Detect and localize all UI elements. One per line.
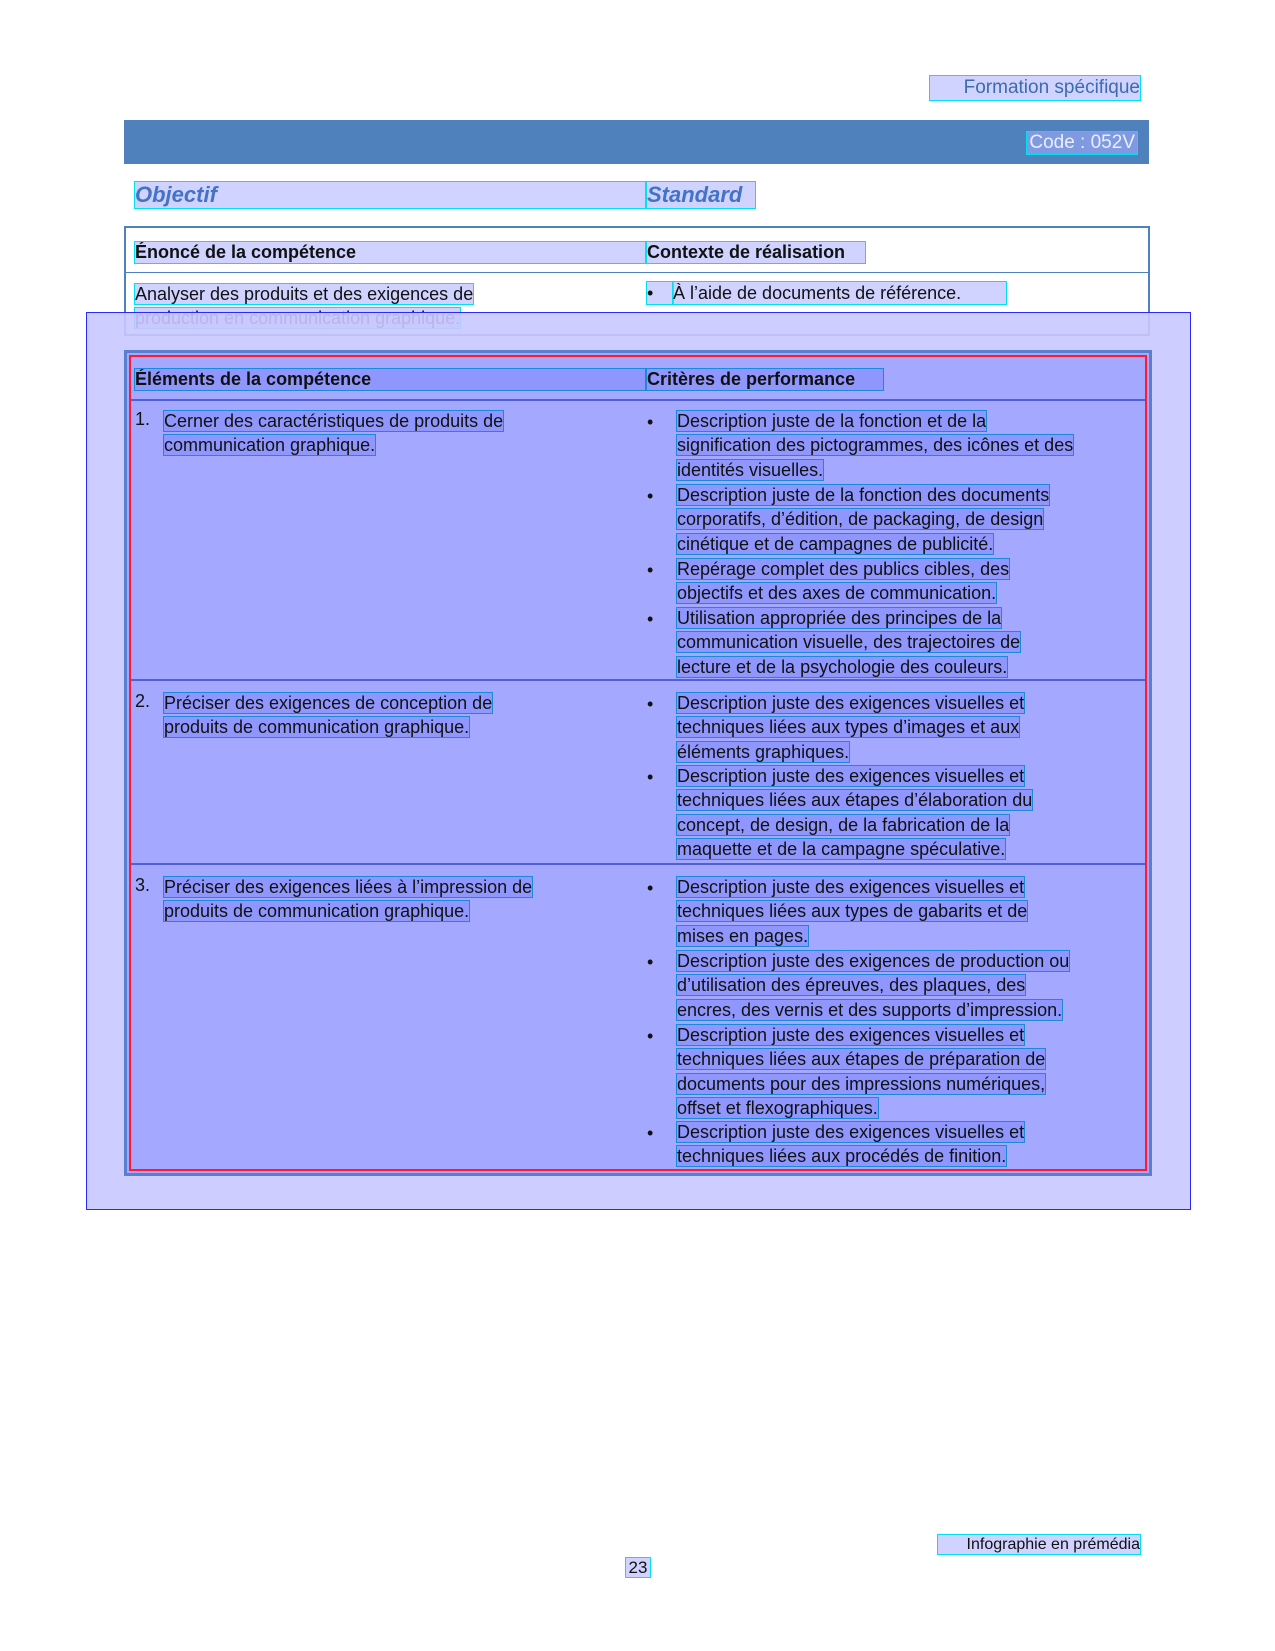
criterion-bullet: • bbox=[647, 609, 654, 629]
criterion: Description juste des exigences visuelles et techniques liées aux procédés de finition. bbox=[677, 1122, 1025, 1167]
element-number: 1. bbox=[135, 409, 151, 429]
criterion-bullet: • bbox=[647, 1026, 654, 1046]
element-text: Cerner des caractéristiques de produits de communication graphique. bbox=[164, 411, 504, 455]
objective-title: Objectif bbox=[135, 182, 645, 208]
row-separator bbox=[131, 863, 1145, 865]
criterion: Description juste des exigences visuelles et techniques liées aux types d’images et aux éléments graphiques. bbox=[677, 693, 1025, 762]
criterion-bullet: • bbox=[647, 412, 654, 432]
footer-program-title: Infographie en prémédia bbox=[938, 1535, 1140, 1554]
element-text: Préciser des exigences liées à l’impression de produits de communication graphique. bbox=[164, 877, 533, 921]
criterion: Repérage complet des publics cibles, des objectifs et des axes de communication. bbox=[677, 559, 1010, 604]
criterion-bullet: • bbox=[647, 694, 654, 714]
criterion: Description juste de la fonction des documents corporatifs, d’édition, de packaging, de design cinétique et de campagnes de publicité. bbox=[677, 485, 1050, 554]
context-header: Contexte de réalisation bbox=[647, 242, 865, 263]
criterion-bullet: • bbox=[647, 1123, 654, 1143]
element-number: 2. bbox=[135, 691, 151, 711]
program-type-header: Formation spécifique bbox=[930, 76, 1140, 100]
element-text: Préciser des exigences de conception de produits de communication graphique. bbox=[164, 693, 493, 737]
element-number: 3. bbox=[135, 875, 151, 895]
context-bullet: • bbox=[647, 282, 673, 304]
criterion-bullet: • bbox=[647, 560, 654, 580]
criterion: Description juste de la fonction et de la signification des pictogrammes, des icônes et des identités visuelles. bbox=[677, 411, 1074, 480]
header-separator bbox=[131, 399, 1145, 401]
context-item: À l’aide de documents de référence. bbox=[673, 282, 1006, 304]
criterion: Description juste des exigences visuelles et techniques liées aux étapes d’élaboration du concept, de design, de la fabrication de la maquette et de la campagne spéculative. bbox=[677, 766, 1033, 859]
competence-table bbox=[124, 350, 1152, 1176]
code-bar bbox=[124, 120, 1149, 164]
page-number: 23 bbox=[626, 1558, 650, 1577]
standard-title: Standard bbox=[647, 182, 755, 208]
competence-statement: Analyser des produits et des exigences de bbox=[135, 282, 510, 330]
enonce-header-row bbox=[126, 228, 1148, 273]
criterion: Utilisation appropriée des principes de la communication visuelle, des trajectoires de lecture et de la psychologie des couleurs. bbox=[677, 608, 1021, 677]
criterion: Description juste des exigences visuelles et techniques liées aux étapes de préparation de documents pour des impressions numériques, offset et flexographiques. bbox=[677, 1025, 1046, 1118]
criterion-bullet: • bbox=[647, 878, 654, 898]
criteria-header: Critères de performance bbox=[647, 369, 883, 390]
criterion: Description juste des exigences visuelles et techniques liées aux types de gabarits et de mises en pages. bbox=[677, 877, 1028, 946]
criterion-bullet: • bbox=[647, 486, 654, 506]
competence-code: Code : 052V bbox=[1029, 132, 1135, 153]
criterion: Description juste des exigences de production ou d’utilisation des épreuves, des plaques, des encres, des vernis et des supports d’impression. bbox=[677, 951, 1070, 1020]
elements-header: Éléments de la compétence bbox=[135, 369, 645, 390]
enonce-header: Énoncé de la compétence bbox=[135, 242, 645, 263]
row-separator bbox=[131, 679, 1145, 681]
criterion-bullet: • bbox=[647, 952, 654, 972]
criterion-bullet: • bbox=[647, 767, 654, 787]
competence-table-inner bbox=[129, 355, 1147, 1171]
